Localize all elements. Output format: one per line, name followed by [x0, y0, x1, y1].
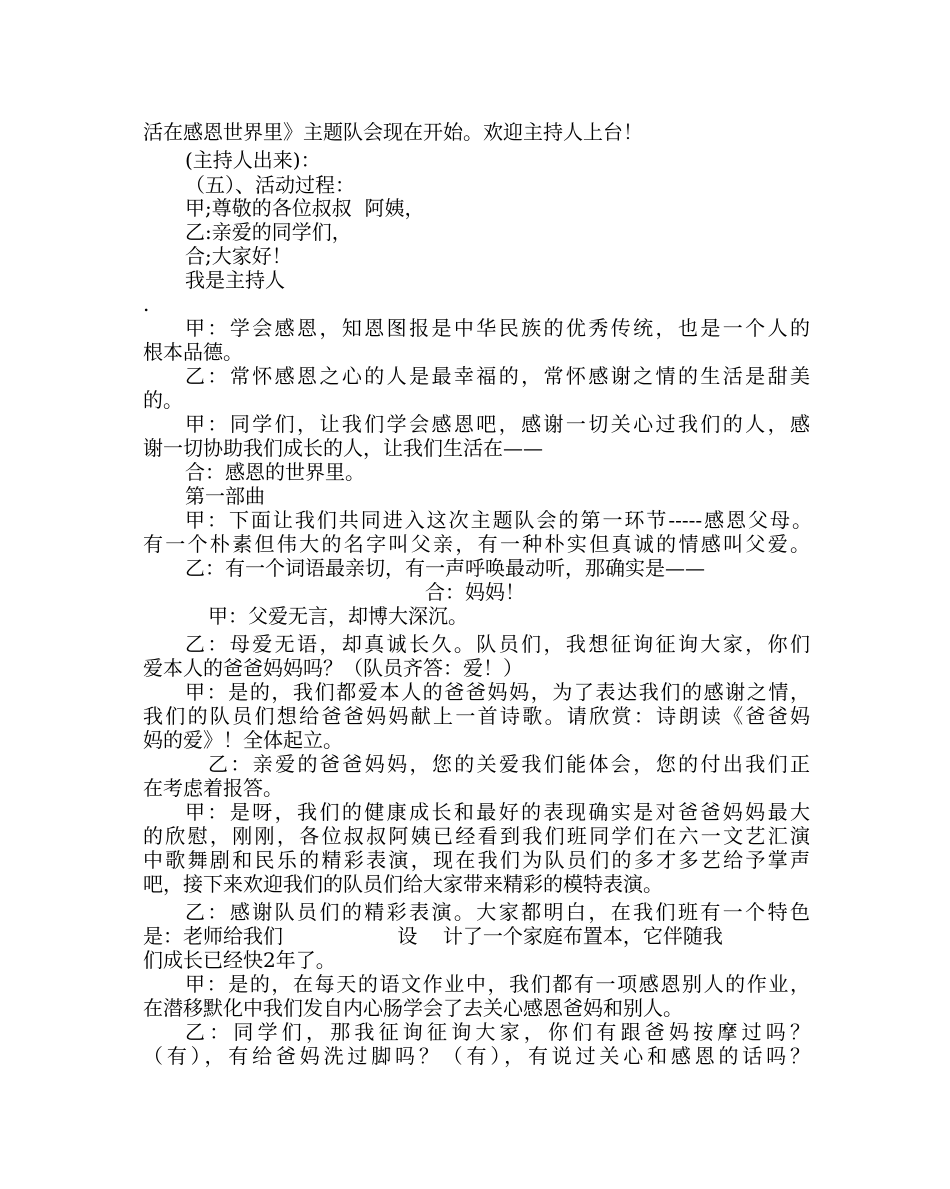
text-line: 合：感恩的世界里。: [185, 460, 365, 484]
text-line: 乙：母爱无语，却真诚长久。队员们，我想征询征询大家，你们: [185, 632, 810, 656]
text-line: 爱本人的爸爸妈妈吗？（队员齐答：爱！）: [143, 656, 523, 680]
text-line: （五）、活动过程：: [185, 173, 355, 197]
text-line: 甲;尊敬的各位叔叔 阿姨，: [185, 196, 425, 220]
text-line: 甲：是的，在每天的语文作业中，我们都有一项感恩别人的作业，: [185, 972, 810, 996]
text-line: 我是主持人: [185, 268, 285, 292]
text-line: （有），有给爸妈洗过脚吗？（有），有说过关心和感恩的话吗？: [143, 1044, 810, 1068]
text-line: 活在感恩世界里》主题队会现在开始。欢迎主持人上台！: [143, 120, 643, 144]
text-line: 根本品德。: [143, 340, 243, 364]
text-line: 的。: [143, 388, 183, 412]
text-line: 甲：是的，我们都爱本人的爸爸妈妈，为了表达我们的感谢之情，: [185, 680, 810, 704]
text-line: 乙：常怀感恩之心的人是最幸福的，常怀感谢之情的生活是甜美: [185, 364, 810, 388]
text-line: 是：老师给我们 设 计了一个家庭布置本，它伴随我: [143, 924, 723, 948]
text-line: (主持人出来)：: [185, 148, 321, 172]
text-line: .: [143, 292, 150, 316]
text-line: 乙：有一个词语最亲切，有一声呼唤最动听，那确实是——: [185, 556, 705, 580]
text-line: 乙：感谢队员们的精彩表演。大家都明白，在我们班有一个特色: [185, 900, 810, 924]
text-line: 我们的队员们想给爸爸妈妈献上一首诗歌。请欣赏：诗朗读《爸爸妈: [143, 704, 810, 728]
text-line: 甲：下面让我们共同进入这次主题队会的第一环节-----感恩父母。: [185, 508, 812, 532]
text-line: 乙：亲爱的爸爸妈妈，您的关爱我们能体会，您的付出我们正: [208, 752, 810, 776]
text-line: 第一部曲: [185, 484, 265, 508]
text-line: 在考虑着报答。: [143, 776, 283, 800]
text-line: 合：妈妈！: [425, 580, 525, 604]
text-line: 吧，接下来欢迎我们的队员们给大家带来精彩的模特表演。: [143, 872, 663, 896]
text-line: 的欣慰，刚刚，各位叔叔阿姨已经看到我们班同学们在六一文艺汇演: [143, 824, 810, 848]
text-line: 甲：父爱无言，却博大深沉。: [208, 604, 468, 628]
text-line: 合;大家好！: [185, 244, 292, 268]
text-line: 们成长已经快2年了。: [143, 948, 336, 972]
text-line: 妈的爱》！全体起立。: [143, 728, 343, 752]
text-line: 乙：同学们，那我征询征询大家，你们有跟爸妈按摩过吗？: [185, 1020, 810, 1044]
text-line: 有一个朴素但伟大的名字叫父亲，有一种朴实但真诚的情感叫父爱。: [143, 532, 810, 556]
text-line: 在潜移默化中我们发自内心肠学会了去关心感恩爸妈和别人。: [143, 996, 683, 1020]
text-line: 甲：学会感恩，知恩图报是中华民族的优秀传统，也是一个人的: [185, 316, 810, 340]
text-line: 乙:亲爱的同学们，: [185, 220, 352, 244]
text-line: 谢一切协助我们成长的人，让我们生活在——: [143, 436, 543, 460]
text-line: 甲：是呀，我们的健康成长和最好的表现确实是对爸爸妈妈最大: [185, 800, 810, 824]
text-line: 中歌舞剧和民乐的精彩表演，现在我们为队员们的多才多艺给予掌声: [143, 848, 810, 872]
text-line: 甲：同学们，让我们学会感恩吧，感谢一切关心过我们的人，感: [185, 412, 810, 436]
